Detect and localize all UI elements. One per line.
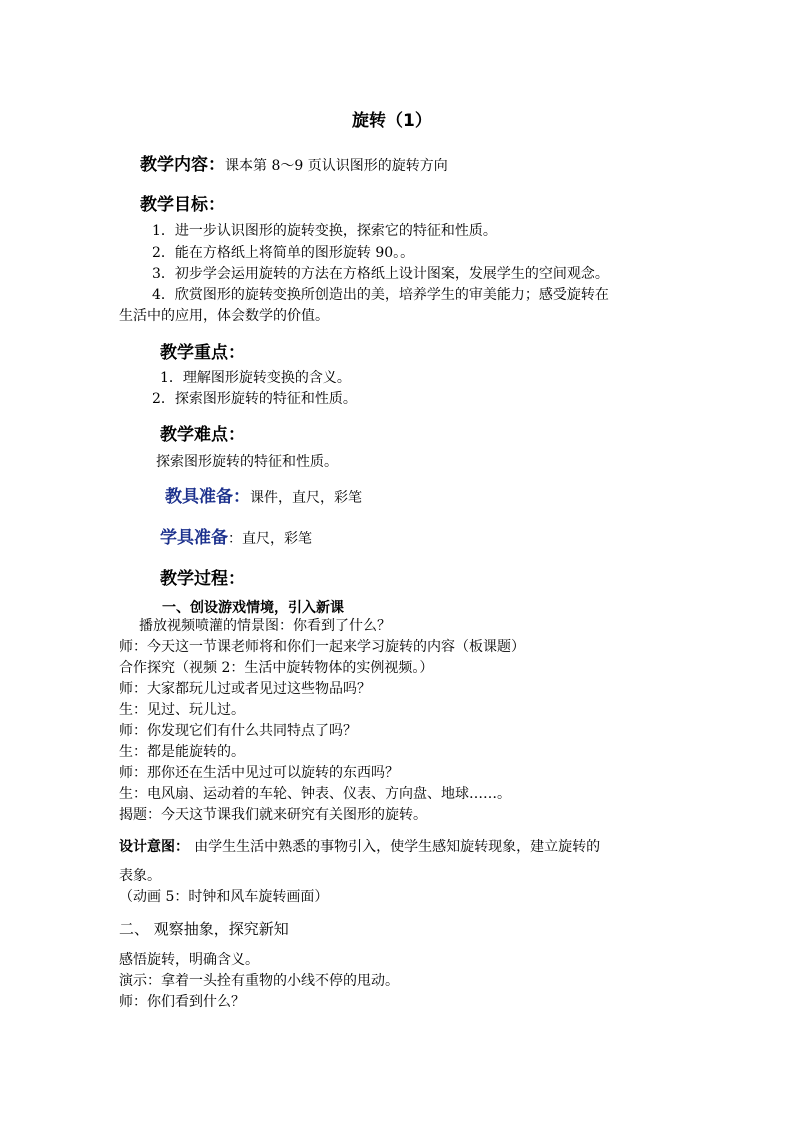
- design-intent-text: 由学生生活中熟悉的事物引入，使学生感知旋转现象，建立旋转的: [194, 839, 601, 855]
- design-intent-label: 设计意图：: [119, 839, 189, 855]
- design-intent-text-cont: 表象。: [119, 868, 161, 884]
- process-line: 生：见过、玩儿过。: [119, 702, 245, 718]
- student-tools-label: 学具准备: [160, 528, 228, 548]
- process-line: 播放视频喷灌的情景图：你看到了什么？: [139, 618, 391, 634]
- teaching-content: [140, 150, 448, 177]
- key-point-item: 1．理解图形旋转变换的含义。: [160, 370, 351, 386]
- teaching-content-text: 课本第 8～9 页认识图形的旋转方向: [225, 158, 448, 174]
- section-one-heading: 一、创设游戏情境，引入新课: [162, 600, 344, 616]
- process-line: 师：今天这一节课老师将和你们一起来学习旋转的内容（板课题）: [119, 639, 525, 655]
- goal-item: 1．进一步认识图形的旋转变换，探索它的特征和性质。: [152, 223, 497, 239]
- process-line: 生：电风扇、运动着的车轮、钟表、仪表、方向盘、地球……。: [119, 786, 511, 802]
- difficulty-text: 探索图形旋转的特征和性质。: [156, 454, 338, 470]
- goal-item: 生活中的应用，体会数学的价值。: [119, 308, 329, 324]
- process-line: 师：你们看到什么？: [119, 994, 245, 1010]
- process-line: 师：大家都玩儿过或者见过这些物品吗？: [119, 681, 371, 697]
- teacher-tools: [165, 482, 362, 509]
- process-line: 师：那你还在生活中见过可以旋转的东西吗？: [119, 765, 399, 781]
- process-line: 生：都是能旋转的。: [119, 744, 245, 760]
- goal-item: 4．欣赏图形的旋转变换所创造出的美，培养学生的审美能力；感受旋转在: [152, 287, 609, 303]
- goal-item: 2．能在方格纸上将简单的图形旋转 90。。: [152, 245, 415, 261]
- key-points-heading: 教学重点：: [160, 343, 245, 363]
- teacher-tools-text: 课件，直尺，彩笔: [250, 490, 362, 506]
- key-point-item: 2．探索图形旋转的特征和性质。: [152, 391, 357, 407]
- page-title: 旋转（1）: [352, 111, 432, 131]
- teacher-tools-label: 教具准备：: [165, 487, 250, 507]
- teaching-content-label: 教学内容：: [140, 155, 225, 175]
- process-line: 师：你发现它们有什么共同特点了吗？: [119, 723, 357, 739]
- design-intent: [119, 836, 600, 858]
- student-tools: [160, 523, 312, 550]
- process-line: 演示：拿着一头拴有重物的小线不停的甩动。: [119, 973, 399, 989]
- goal-item: 3．初步学会运用旋转的方法在方格纸上设计图案，发展学生的空间观念。: [152, 266, 609, 282]
- goals-heading: 教学目标：: [140, 195, 225, 215]
- process-heading: 教学过程：: [160, 569, 245, 589]
- animation-note: （动画 5：时钟和风车旋转画面）: [119, 889, 329, 905]
- process-line: 合作探究（视频 2：生活中旋转物体的实例视频。）: [119, 660, 434, 676]
- difficulty-heading: 教学难点：: [160, 425, 245, 445]
- process-line: 揭题：今天这节课我们就来研究有关图形的旋转。: [119, 807, 427, 823]
- section-two-heading: 二、 观察抽象，探究新知: [119, 920, 289, 938]
- process-line: 感悟旋转，明确含义。: [119, 952, 259, 968]
- student-tools-text: ：直尺，彩笔: [228, 531, 312, 547]
